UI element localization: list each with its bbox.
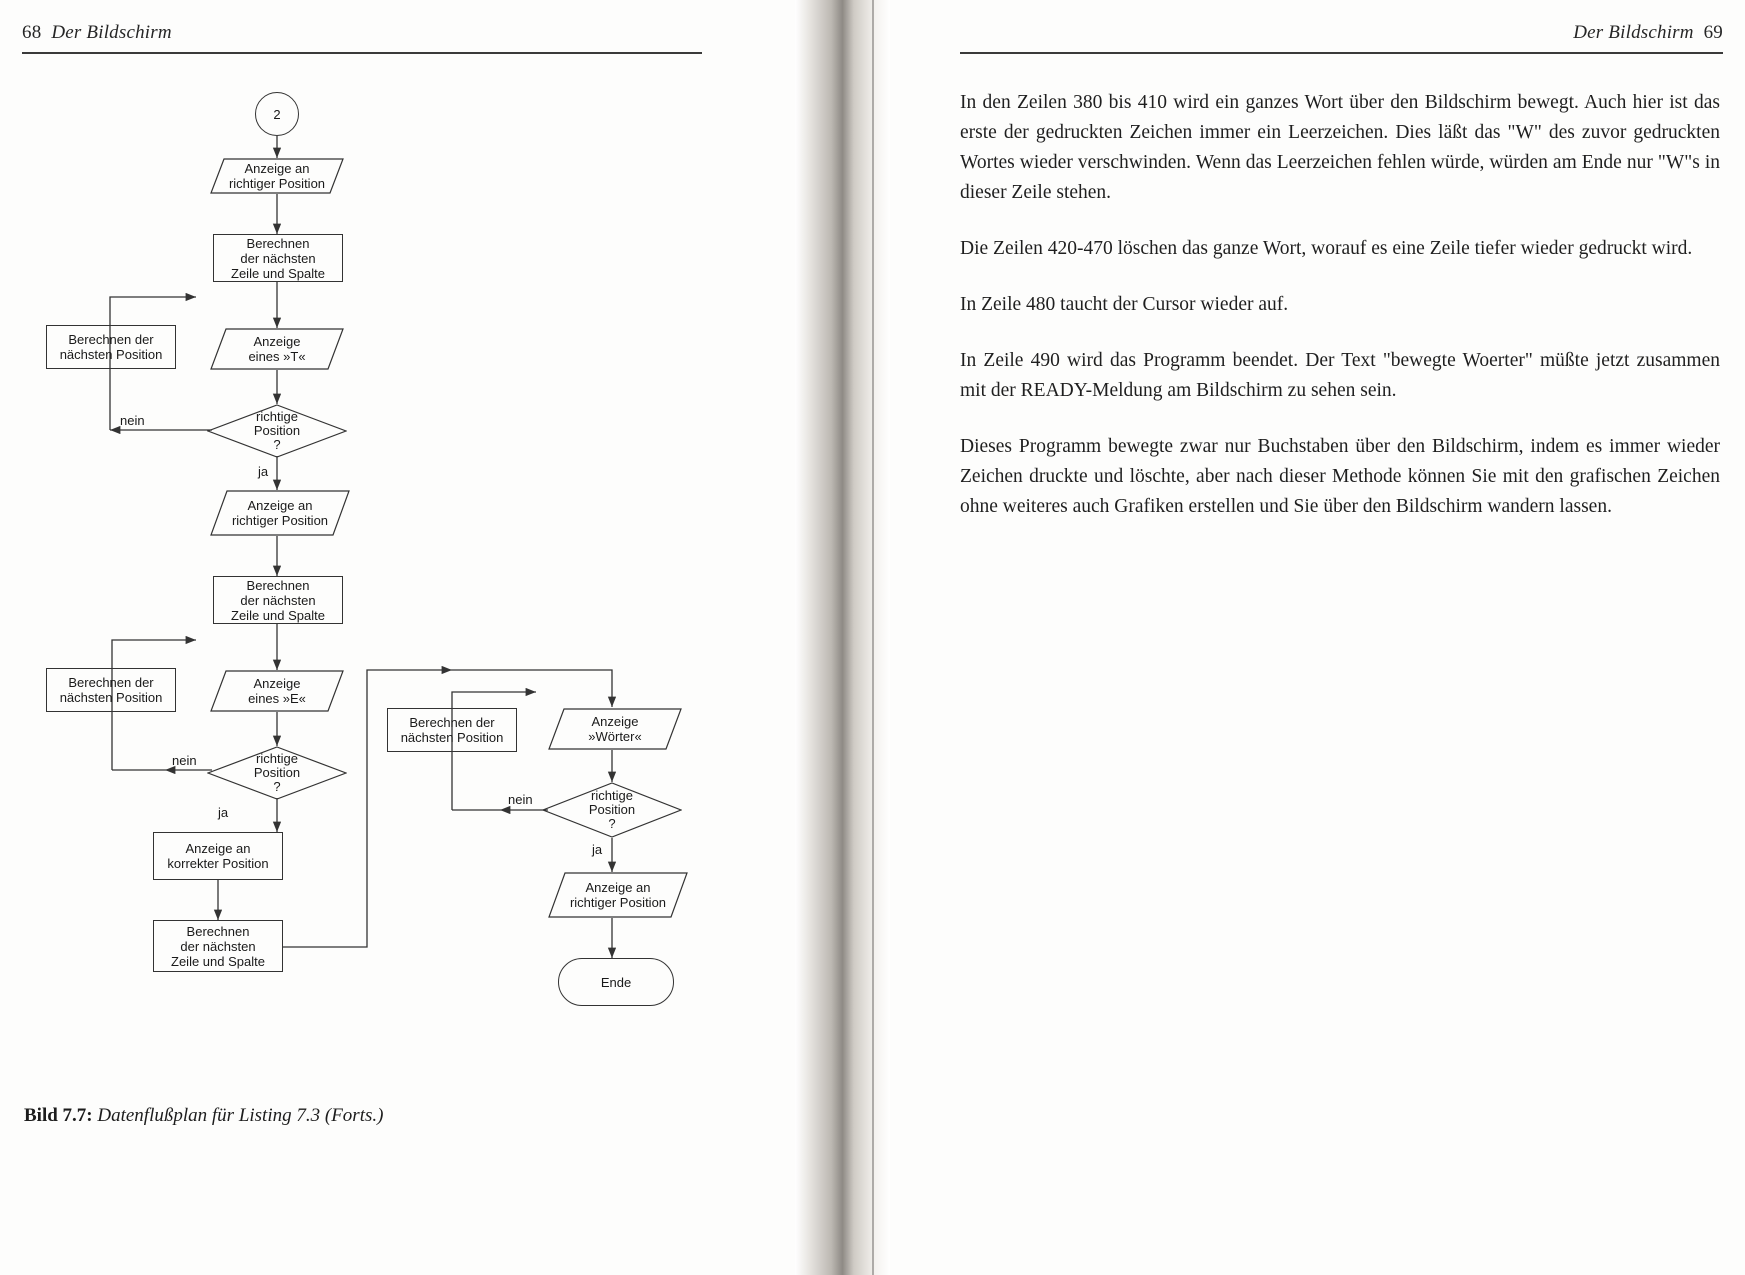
book-gutter bbox=[795, 0, 890, 1275]
flow-node-end bbox=[558, 958, 674, 1006]
flow-node-label: Ende bbox=[600, 974, 632, 990]
gutter-fold-line bbox=[872, 0, 874, 1275]
left-header-rule bbox=[22, 52, 702, 54]
flow-node-calc-next-pos-1 bbox=[46, 325, 176, 369]
flow-decision-right-pos-3 bbox=[542, 782, 682, 838]
flow-node-label: Anzeige an richtiger Position bbox=[228, 161, 326, 191]
flowchart-connectors bbox=[0, 70, 800, 1100]
flow-node-label: Anzeige eines »E« bbox=[248, 676, 306, 706]
flow-node-label: Anzeige an richtiger Position bbox=[231, 498, 329, 528]
flow-node-label: Berechnen der nächsten Position bbox=[400, 715, 504, 745]
right-header-title: Der Bildschirm bbox=[1573, 22, 1694, 43]
left-running-head bbox=[22, 22, 172, 44]
flow-connector-2 bbox=[255, 92, 299, 136]
flow-node-label: Berechnen der nächsten Position bbox=[59, 675, 163, 705]
left-page-number: 68 bbox=[22, 22, 42, 43]
flow-node-label: Berechnen der nächsten Position bbox=[59, 332, 163, 362]
flow-node-display-right-pos-1 bbox=[210, 158, 344, 194]
flow-decision-label: richtige Position ? bbox=[253, 751, 301, 794]
paragraph: Die Zeilen 420-470 löschen das ganze Wort, worauf es eine Zeile tiefer wieder gedruckt wird. bbox=[960, 238, 1693, 259]
flow-node-label: Anzeige an korrekter Position bbox=[167, 841, 269, 871]
flow-node-display-woerter bbox=[548, 708, 682, 750]
flow-node-label: Berechnen der nächsten Zeile und Spalte bbox=[231, 235, 325, 281]
edge-label-nein-1: nein bbox=[120, 413, 145, 428]
edge-label-nein-2: nein bbox=[172, 753, 197, 768]
flow-node-calc-next-pos-3 bbox=[387, 708, 517, 752]
right-header-rule bbox=[960, 52, 1723, 54]
right-page-number: 69 bbox=[1703, 22, 1723, 43]
flow-node-calc-next-line-col-3 bbox=[153, 920, 283, 972]
edge-label-ja-1: ja bbox=[258, 464, 269, 479]
flow-node-label: Anzeige »Wörter« bbox=[588, 714, 642, 744]
paragraph: Dieses Programm bewegte zwar nur Buchstaben über den Bildschirm, indem es immer wieder Zeichen druckte und löschte, aber nach dieser Methode können Sie mit den grafischen Zeichen ohne weiteres auch Grafiken erstellen und Sie über den Bildschirm wandern lassen. bbox=[960, 436, 1720, 517]
flow-node-display-right-pos-2 bbox=[210, 490, 350, 536]
flow-node-display-correct-pos bbox=[153, 832, 283, 880]
paragraph: In Zeile 480 taucht der Cursor wieder auf. bbox=[960, 294, 1289, 315]
edge-label-nein-3: nein bbox=[508, 792, 533, 807]
figure-caption-number: Bild 7.7: bbox=[24, 1105, 93, 1126]
flow-decision-right-pos-1 bbox=[207, 404, 347, 458]
edge-label-ja-2: ja bbox=[218, 805, 229, 820]
flow-decision-label: richtige Position ? bbox=[253, 409, 301, 452]
flow-node-label: Anzeige an richtiger Position bbox=[569, 880, 667, 910]
flow-decision-label: richtige Position ? bbox=[588, 788, 636, 831]
flow-node-display-right-pos-3 bbox=[548, 872, 688, 918]
flow-connector-label: 2 bbox=[273, 106, 281, 122]
figure-caption-text: Datenflußplan für Listing 7.3 (Forts.) bbox=[97, 1105, 384, 1126]
edge-label-ja-3: ja bbox=[592, 842, 603, 857]
flowchart-figure bbox=[0, 70, 800, 1100]
flow-node-display-t bbox=[210, 328, 344, 370]
right-running-head bbox=[1573, 22, 1723, 44]
paragraph: In den Zeilen 380 bis 410 wird ein ganzes Wort über den Bildschirm bewegt. Auch hier ist das erste der gedruckten Zeichen immer ein Leerzeichen. Dies läßt das "W" des zuvor gedruckten Wortes wieder verschwinden. Wenn das Leerzeichen fehlen würde, würden am Ende nur "W"s in dieser Zeile stehen. bbox=[960, 92, 1720, 203]
flow-node-label: Anzeige eines »T« bbox=[248, 334, 306, 364]
flow-node-label: Berechnen der nächsten Zeile und Spalte bbox=[231, 577, 325, 623]
flow-node-display-e bbox=[210, 670, 344, 712]
paragraph: In Zeile 490 wird das Programm beendet. Der Text "bewegte Woerter" müßte jetzt zusammen mit der READY-Meldung am Bildschirm zu sehen sein. bbox=[960, 350, 1720, 401]
left-header-title: Der Bildschirm bbox=[51, 22, 172, 43]
flow-node-calc-next-line-col-2 bbox=[213, 576, 343, 624]
body-text-column bbox=[960, 88, 1720, 548]
flow-node-calc-next-line-col-1 bbox=[213, 234, 343, 282]
flow-decision-right-pos-2 bbox=[207, 746, 347, 800]
flow-node-calc-next-pos-2 bbox=[46, 668, 176, 712]
figure-caption bbox=[24, 1105, 383, 1127]
flow-node-label: Berechnen der nächsten Zeile und Spalte bbox=[171, 923, 265, 969]
